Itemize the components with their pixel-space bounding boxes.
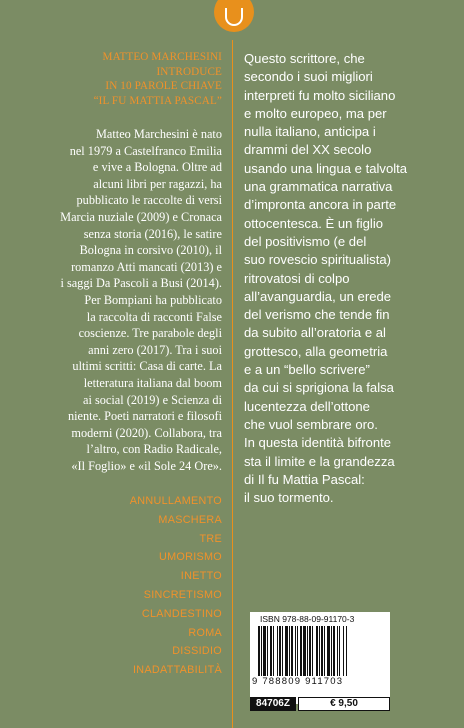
keyword-item: INADATTABILITÀ: [133, 664, 222, 677]
barcode-bar: [267, 626, 268, 676]
book-description: [244, 50, 454, 507]
description-line: del positivismo (e del: [244, 233, 367, 249]
heading-line: INTRODUCE: [156, 65, 222, 78]
description-line: drammi del XX secolo: [244, 142, 372, 158]
barcode: [250, 612, 390, 704]
bio-line: nel 1979 a Castelfranco Emilia: [69, 143, 222, 158]
intro-heading: [22, 50, 222, 108]
barcode-bar: [307, 626, 308, 676]
heading-line: IN 10 PAROLE CHIAVE: [105, 80, 222, 92]
description-line: interpreti fu molto siciliano: [244, 87, 396, 103]
author-bio: [22, 126, 222, 474]
barcode-bar: [331, 626, 332, 676]
barcode-bar: [319, 626, 320, 676]
left-column: [0, 0, 222, 728]
bio-line: niente. Poeti narratori e filosofi: [67, 409, 222, 424]
keyword-item: TRE: [199, 532, 222, 545]
description-line: il suo tormento.: [244, 490, 334, 506]
bio-line: «Il Foglio» e «il Sole 24 Ore».: [71, 458, 222, 473]
barcode-bar: [300, 626, 302, 676]
barcode-digits: 9 788809 911703: [252, 676, 344, 687]
description-line: suo rovescio spiritualista): [244, 252, 391, 268]
barcode-bar: [273, 626, 274, 676]
bio-line: romanzo Atti mancati (2013) e: [71, 259, 222, 274]
description-line: Questo scrittore, che: [244, 51, 365, 66]
barcode-bar: [312, 626, 313, 676]
heading-line: MATTEO MARCHESINI: [102, 51, 222, 63]
description-line: di Il fu Mattia Pascal:: [244, 471, 365, 487]
keyword-list: [22, 492, 222, 680]
description-line: all’avanguardia, un erede: [244, 288, 392, 304]
bio-line: Marcia nuziale (2009) e Cronaca: [60, 209, 222, 224]
barcode-bar: [346, 626, 347, 676]
price: € 9,50: [298, 697, 390, 711]
bio-line: l’altro, con Radio Radicale,: [86, 442, 222, 457]
barcode-bar: [295, 626, 296, 676]
bio-line: alcuni libri per ragazzi, ha: [93, 176, 222, 191]
description-line: d’impronta ancora in parte: [244, 197, 397, 213]
description-line: e a un “bello scrivere”: [244, 362, 370, 378]
barcode-bar: [279, 626, 281, 676]
keyword-item: CLANDESTINO: [141, 607, 222, 620]
barcode-bar: [277, 626, 278, 676]
bio-line: i saggi Da Pascoli a Busi (2014).: [60, 276, 222, 291]
barcode-bar: [321, 626, 323, 676]
barcode-bar: [324, 626, 325, 676]
barcode-bar: [291, 626, 293, 676]
bio-line: Per Bompiani ha pubblicato: [84, 292, 222, 307]
bio-line: coscienze. Tre parabole degli: [78, 326, 222, 341]
keyword-item: ANNULLAMENTO: [129, 495, 222, 507]
description-line: nulla italiano, anticipa i: [244, 124, 376, 140]
description-line: secondo i suoi migliori: [244, 69, 373, 85]
keyword-item: UMORISMO: [159, 551, 222, 564]
bio-line: e vive a Bologna. Oltre ad: [92, 160, 222, 175]
barcode-bar: [337, 626, 338, 676]
bio-line: moderni (2020). Collabora, tra: [71, 425, 222, 440]
bio-line: Bologna in corsivo (2010), il: [79, 243, 222, 258]
barcode-bar: [303, 626, 306, 676]
description-line: lucentezza dell’ottone: [244, 398, 370, 414]
keyword-item: MASCHERA: [158, 513, 222, 526]
description-line: una grammatica narrativa: [244, 179, 393, 195]
barcode-bar: [270, 626, 272, 676]
barcode-bar: [343, 626, 344, 676]
description-line: da subito all’oratoria e al: [244, 325, 386, 341]
product-code: 84706Z: [250, 697, 296, 711]
description-line: grottesco, alla geometria: [244, 343, 388, 359]
bio-line: senza storia (2016), le satire: [83, 226, 222, 241]
description-line: ritrovatosi di colpo: [244, 270, 350, 286]
barcode-bar: [282, 626, 283, 676]
barcode-bar: [258, 626, 260, 676]
keyword-item: DISSIDIO: [172, 645, 222, 658]
barcode-bar: [327, 626, 330, 676]
description-line: In questa identità bifronte: [244, 435, 392, 451]
description-line: del verismo che tende fin: [244, 307, 390, 323]
barcode-bar: [333, 626, 335, 676]
heading-line: “IL FU MATTIA PASCAL”: [93, 94, 222, 107]
barcode-bar: [339, 626, 340, 676]
description-line: da cui si sprigiona la falsa: [244, 380, 394, 396]
barcode-bar: [289, 626, 290, 676]
bio-line: Matteo Marchesini è nato: [95, 127, 222, 141]
bio-line: la raccolta di racconti False: [86, 309, 222, 324]
column-divider: [232, 40, 233, 728]
keyword-item: SINCRETISMO: [143, 588, 222, 601]
barcode-bar: [309, 626, 311, 676]
barcode-bar: [285, 626, 288, 676]
keyword-item: ROMA: [188, 626, 222, 639]
bio-line: ai social (2019) e Scienza di: [83, 392, 222, 407]
bio-line: letteratura italiana dal boom: [83, 375, 222, 390]
description-line: sta il limite e la grandezza: [244, 453, 395, 469]
bio-line: anni zero (2017). Tra i suoi: [88, 342, 222, 357]
description-line: che vuol sembrare oro.: [244, 416, 378, 432]
isbn-label: ISBN 978-88-09-91170-3: [260, 614, 355, 624]
barcode-bar: [297, 626, 298, 676]
barcode-bar: [261, 626, 262, 676]
description-line: ottocentesca. È un figlio: [244, 215, 384, 231]
barcode-bar: [316, 626, 318, 676]
barcode-bar: [263, 626, 266, 676]
bio-line: pubblicato le raccolte di versi: [76, 193, 222, 208]
bio-line: ultimi scritti: Casa di carte. La: [72, 359, 222, 374]
keyword-item: INETTO: [180, 570, 222, 583]
description-line: e molto europeo, ma per: [244, 105, 387, 121]
description-line: usando una lingua e talvolta: [244, 160, 408, 176]
barcode-bars: [256, 626, 384, 676]
